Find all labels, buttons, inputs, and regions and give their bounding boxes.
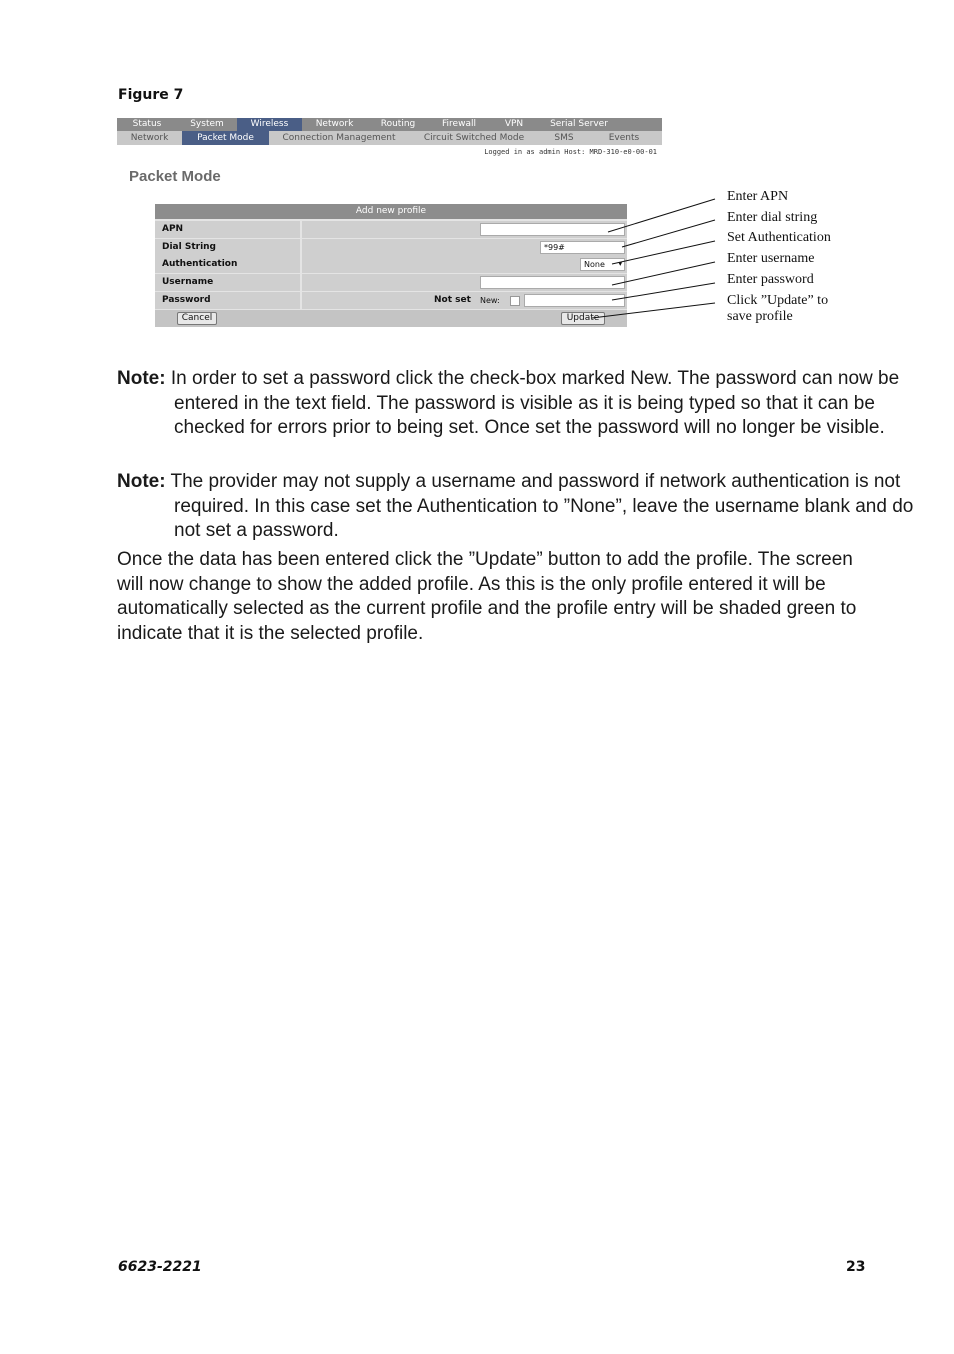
nav-wireless[interactable]: Wireless <box>237 118 302 131</box>
authentication-value: None <box>584 260 605 269</box>
nav-serial-server[interactable]: Serial Server <box>550 119 608 129</box>
callout-apn: Enter APN <box>727 189 789 204</box>
apn-label: APN <box>155 221 300 238</box>
subnav-connection-management[interactable]: Connection Management <box>282 133 396 143</box>
authentication-label: Authentication <box>155 256 300 273</box>
callout-line-update <box>592 303 715 318</box>
username-label: Username <box>155 274 300 291</box>
callout-update-line1: Click ”Update” to <box>727 293 829 308</box>
subnav-packet-mode[interactable]: Packet Mode <box>182 131 269 145</box>
callout-password: Enter password <box>727 272 814 287</box>
callout-dial: Enter dial string <box>727 210 818 225</box>
page-number: 23 <box>846 1259 866 1275</box>
callout-line-username <box>612 262 715 285</box>
dial-string-label: Dial String <box>155 239 300 256</box>
nav-routing[interactable]: Routing <box>380 119 416 129</box>
callout-update-line2: save profile <box>727 309 793 324</box>
update-button[interactable]: Update <box>561 312 605 325</box>
document-number: 6623-2221 <box>118 1259 202 1275</box>
note-text: The provider may not supply a username and password if network authentication is not required. In this case set the Authentication to ”None”, leave the username blank and do not set a password. <box>165 471 914 541</box>
password-label: Password <box>155 292 300 309</box>
new-password-label: New: <box>480 296 500 305</box>
nav-vpn[interactable]: VPN <box>504 119 524 129</box>
password-status: Not set <box>434 295 471 305</box>
note-text: In order to set a password click the check-box marked New. The password can now be entered in the text field. The password is visible as it is being typed so that it can be checked for errors prior to being set. Once set the password will no longer be visible. <box>165 368 900 438</box>
nav-network[interactable]: Network <box>315 119 354 129</box>
subnav-circuit-switched-mode[interactable]: Circuit Switched Mode <box>423 133 525 143</box>
chevron-down-icon: ▾ <box>618 260 622 268</box>
note-label: Note: <box>117 368 166 389</box>
nav-firewall[interactable]: Firewall <box>442 119 476 129</box>
page-title: Packet Mode <box>129 168 221 185</box>
nav-system[interactable]: System <box>190 119 224 129</box>
note-2 <box>117 470 924 544</box>
body-paragraph: Once the data has been entered click the ”Update” button to add the profile. The screen will now change to show the added profile. As this is the only profile entered it will be automatically selected as the current profile and the profile entry will be shaded green to indicate that it is the selected profile. <box>117 549 857 644</box>
figure-label: Figure 7 <box>118 87 184 103</box>
callout-username: Enter username <box>727 251 815 266</box>
callout-line-dial <box>622 220 715 247</box>
login-status: Logged in as admin Host: MRD-310-e0-00-01 <box>484 148 657 156</box>
callout-line-password <box>612 283 715 300</box>
subnav-events[interactable]: Events <box>608 133 640 143</box>
nav-status[interactable]: Status <box>132 119 162 129</box>
cancel-button[interactable]: Cancel <box>177 312 217 325</box>
callout-line-apn <box>608 199 715 232</box>
form-title: Add new profile <box>155 204 627 219</box>
note-label: Note: <box>117 471 166 492</box>
subnav-sms[interactable]: SMS <box>554 133 574 143</box>
subnav-network[interactable]: Network <box>130 133 169 143</box>
dial-string-input[interactable]: *99# <box>540 241 625 254</box>
callout-line-auth <box>612 241 715 264</box>
callout-lines <box>0 0 954 340</box>
note-1 <box>117 367 924 441</box>
callout-auth: Set Authentication <box>727 230 831 245</box>
